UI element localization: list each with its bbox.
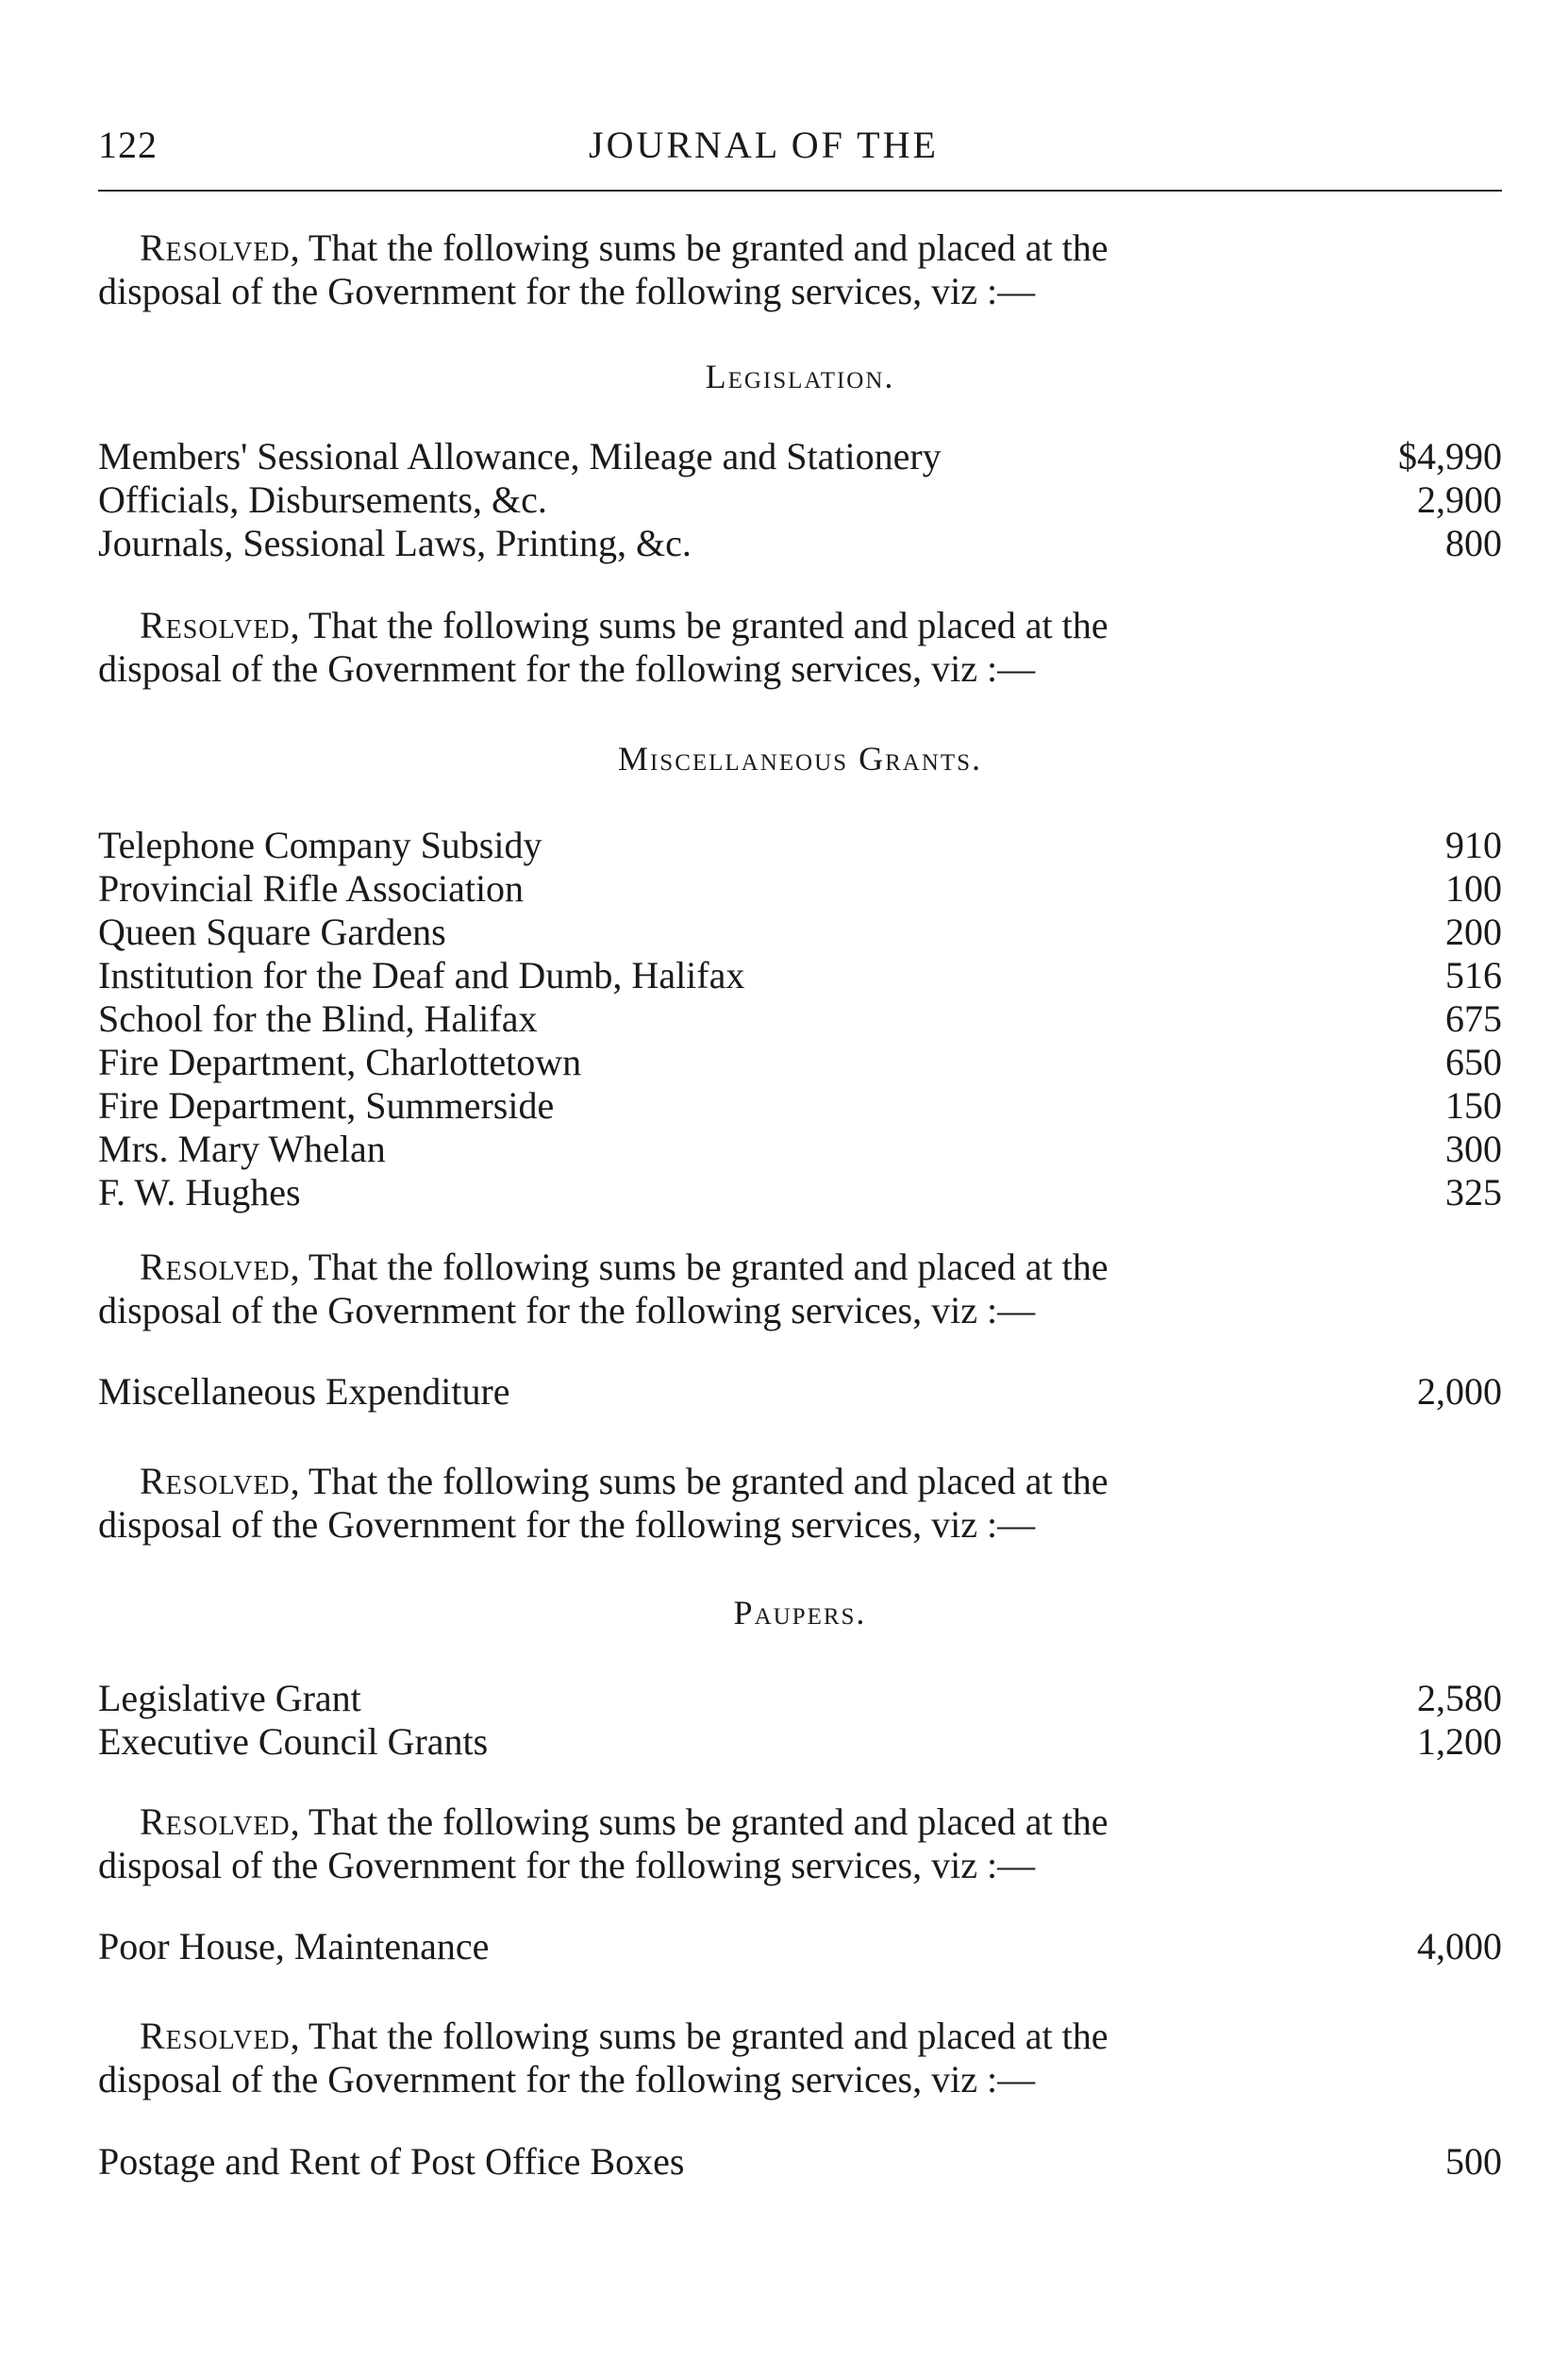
item-amount: 500 <box>1445 2140 1502 2183</box>
resolution-line-2: disposal of the Government for the following services, viz :— <box>98 1503 1036 1546</box>
item-label: Miscellaneous Expenditure <box>98 1370 510 1413</box>
resolution-paragraph <box>98 2015 1353 2101</box>
resolution-keyword: Resolved <box>140 1460 291 1502</box>
page-number: 122 <box>98 124 158 166</box>
item-label: Members' Sessional Allowance, Mileage and Stationery <box>98 435 942 477</box>
item-label: F. W. Hughes <box>98 1171 301 1213</box>
item-label: Institution for the Deaf and Dumb, Halifax <box>98 954 745 996</box>
line-item <box>98 478 1502 522</box>
resolution-keyword: Resolved <box>140 1800 291 1843</box>
line-item <box>98 867 1502 911</box>
item-label: Poor House, Maintenance <box>98 1925 490 1967</box>
resolution-line-2: disposal of the Government for the following services, viz :— <box>98 647 1036 690</box>
resolution-line-1 <box>98 1800 1353 1844</box>
header-rule <box>98 190 1502 192</box>
section-heading-legislation: Legislation. <box>705 358 895 395</box>
item-amount: 800 <box>1445 522 1502 564</box>
resolution-line-1 <box>98 226 1353 270</box>
line-item <box>98 997 1502 1041</box>
running-head: JOURNAL OF THE <box>589 124 939 166</box>
item-amount: 2,900 <box>1417 478 1502 521</box>
item-amount: 910 <box>1445 824 1502 866</box>
item-amount: 325 <box>1445 1171 1502 1213</box>
item-amount: 200 <box>1445 911 1502 953</box>
line-item <box>98 954 1502 997</box>
item-amount: 650 <box>1445 1041 1502 1083</box>
resolution-line-1 <box>98 1460 1353 1503</box>
resolution-keyword: Resolved <box>140 1246 291 1288</box>
resolution-line-1 <box>98 1246 1353 1289</box>
section-heading-miscellaneous-grants: Miscellaneous Grants. <box>617 740 983 778</box>
line-item <box>98 435 1502 478</box>
resolution-keyword: Resolved <box>140 604 291 646</box>
item-label: Executive Council Grants <box>98 1720 489 1763</box>
resolution-text: , That the following sums be granted and placed at the <box>290 1460 1109 1502</box>
item-label: Fire Department, Summerside <box>98 1084 555 1127</box>
page-header <box>98 113 1502 170</box>
line-item <box>98 1720 1502 1764</box>
resolution-keyword: Resolved <box>140 226 291 269</box>
item-label: Legislative Grant <box>98 1677 361 1719</box>
line-item <box>98 1041 1502 1084</box>
item-label: Journals, Sessional Laws, Printing, &c. <box>98 522 692 564</box>
resolution-text: , That the following sums be granted and placed at the <box>290 1246 1109 1288</box>
section-heading-paupers: Paupers. <box>733 1594 867 1632</box>
item-label: Telephone Company Subsidy <box>98 824 542 866</box>
item-label: Mrs. Mary Whelan <box>98 1128 386 1170</box>
resolution-keyword: Resolved <box>140 2015 291 2057</box>
resolution-text: , That the following sums be granted and placed at the <box>290 2015 1109 2057</box>
item-amount: 150 <box>1445 1084 1502 1127</box>
resolution-line-2: disposal of the Government for the following services, viz :— <box>98 1289 1036 1331</box>
resolution-paragraph <box>98 1246 1353 1332</box>
resolution-text: , That the following sums be granted and placed at the <box>290 226 1109 269</box>
line-item <box>98 1370 1502 1414</box>
resolution-paragraph <box>98 1800 1353 1887</box>
line-item <box>98 2140 1502 2184</box>
item-amount: 516 <box>1445 954 1502 996</box>
item-amount: 2,000 <box>1417 1370 1502 1413</box>
line-item <box>98 911 1502 954</box>
line-item <box>98 824 1502 867</box>
item-label: Officials, Disbursements, &c. <box>98 478 547 521</box>
resolution-paragraph <box>98 226 1353 313</box>
line-item <box>98 1171 1502 1214</box>
item-label: School for the Blind, Halifax <box>98 997 538 1040</box>
line-item <box>98 1128 1502 1171</box>
item-amount: 675 <box>1445 997 1502 1040</box>
item-label: Provincial Rifle Association <box>98 867 525 910</box>
resolution-paragraph <box>98 604 1353 691</box>
resolution-line-2: disposal of the Government for the following services, viz :— <box>98 270 1036 312</box>
item-amount: 4,000 <box>1417 1925 1502 1967</box>
line-item <box>98 1084 1502 1128</box>
resolution-line-1 <box>98 2015 1353 2058</box>
item-label: Queen Square Gardens <box>98 911 446 953</box>
item-amount: $4,990 <box>1398 435 1502 477</box>
item-label: Fire Department, Charlottetown <box>98 1041 582 1083</box>
item-amount: 1,200 <box>1417 1720 1502 1763</box>
line-item <box>98 1677 1502 1720</box>
resolution-text: , That the following sums be granted and placed at the <box>290 604 1109 646</box>
item-amount: 2,580 <box>1417 1677 1502 1719</box>
resolution-line-2: disposal of the Government for the following services, viz :— <box>98 1844 1036 1886</box>
item-amount: 300 <box>1445 1128 1502 1170</box>
resolution-line-1 <box>98 604 1353 647</box>
resolution-text: , That the following sums be granted and placed at the <box>290 1800 1109 1843</box>
line-item <box>98 1925 1502 1968</box>
item-label: Postage and Rent of Post Office Boxes <box>98 2140 685 2183</box>
line-item <box>98 522 1502 565</box>
item-amount: 100 <box>1445 867 1502 910</box>
resolution-line-2: disposal of the Government for the following services, viz :— <box>98 2058 1036 2101</box>
resolution-paragraph <box>98 1460 1353 1547</box>
